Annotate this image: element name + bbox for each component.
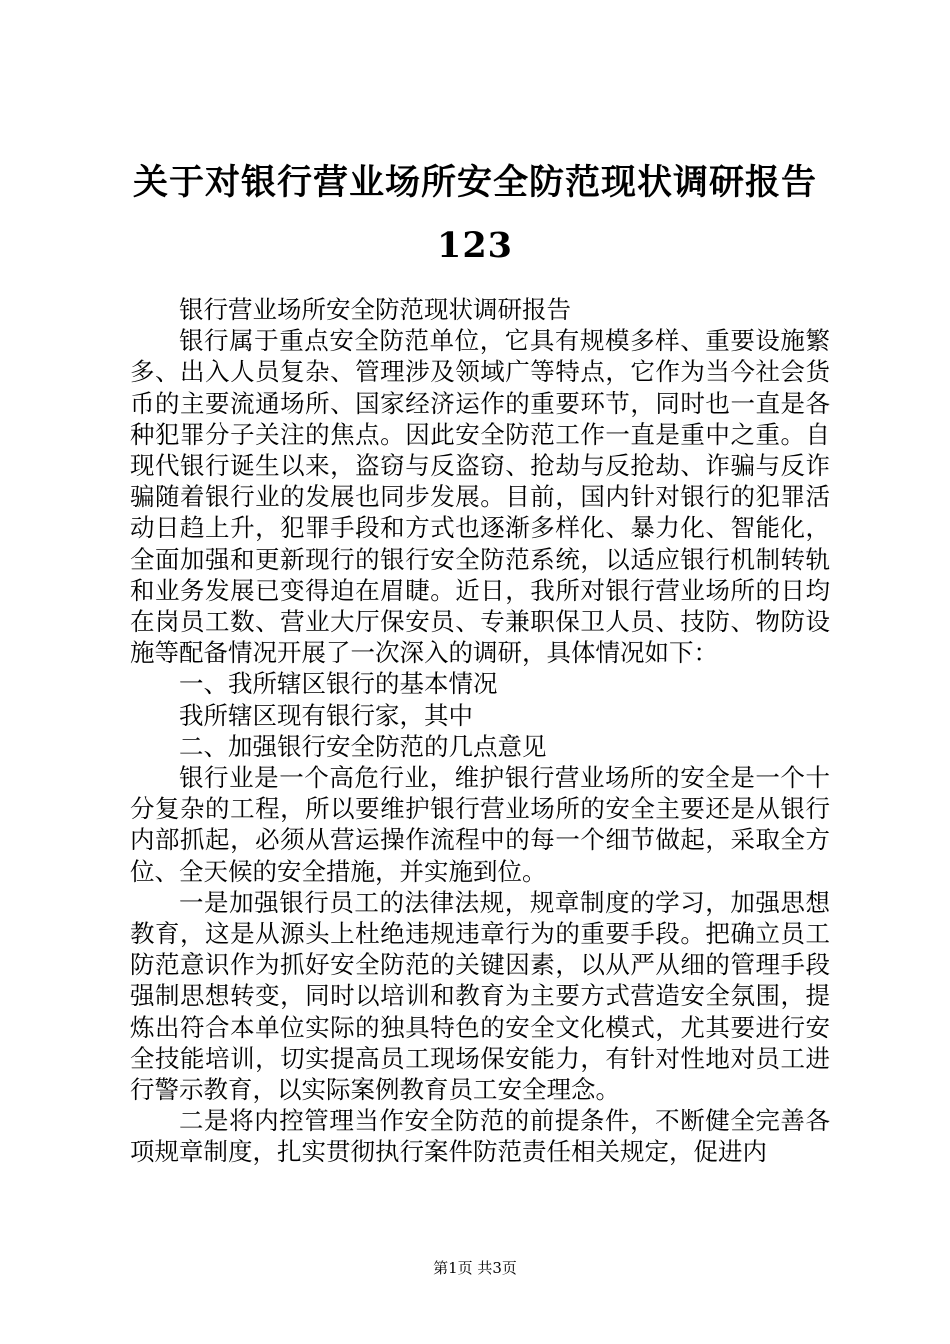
document-title: 关于对银行营业场所安全防范现状调研报告: [132, 162, 817, 203]
body-paragraph: 我所辖区现有银行家，其中: [179, 700, 473, 730]
body-paragraph: 一是加强银行员工的法律法规，规章制度的学习，加强思想教育，这是从源头上杜绝违规违章行为的重要手段。把确立员工防范意识作为抓好安全防范的关键因素，以从严从细的管理手段强制思想转变，同时以培训和教育为主要方式营造安全氛围，提炼出符合本单位实际的独具特色的安全文化模式，尤其要进行安全技能培训，切实提高员工现场保安能力，有针对性地对员工进行警示教育，以实际案例教育员工安全理念。: [130, 887, 830, 1105]
document-body: [130, 294, 830, 1168]
body-paragraph: 银行业是一个高危行业，维护银行营业场所的安全是一个十分复杂的工程，所以要维护银行营业场所的安全主要还是从银行内部抓起，必须从营运操作流程中的每一个细节做起，采取全方位、全天候的安全措施，并实施到位。: [130, 763, 830, 886]
document-title-number: 123: [436, 225, 514, 266]
body-paragraph: 二是将内控管理当作安全防范的前提条件，不断健全完善各项规章制度，扎实贯彻执行案件防范责任相关规定，促进内: [130, 1106, 830, 1167]
subtitle-paragraph: 银行营业场所安全防范现状调研报告: [179, 295, 571, 324]
page-footer: 第1页 共3页: [433, 1259, 517, 1277]
body-paragraph: 银行属于重点安全防范单位，它具有规模多样、重要设施繁多、出入人员复杂、管理涉及领域广等特点，它作为当今社会货币的主要流通场所、国家经济运作的重要环节，同时也一直是各种犯罪分子关注的焦点。因此安全防范工作一直是重中之重。自现代银行诞生以来，盗窃与反盗窃、抢劫与反抢劫、诈骗与反诈骗随着银行业的发展也同步发展。目前，国内针对银行的犯罪活动日趋上升，犯罪手段和方式也逐渐多样化、暴力化、智能化，全面加强和更新现行的银行安全防范系统，以适应银行机制转轨和业务发展已变得迫在眉睫。近日，我所对银行营业场所的日均在岗员工数、营业大厅保安员、专兼职保卫人员、技防、物防设施等配备情况开展了一次深入的调研，具体情况如下：: [130, 326, 830, 668]
section-heading: 二、加强银行安全防范的几点意见: [179, 731, 547, 761]
section-heading: 一、我所辖区银行的基本情况: [179, 669, 498, 699]
